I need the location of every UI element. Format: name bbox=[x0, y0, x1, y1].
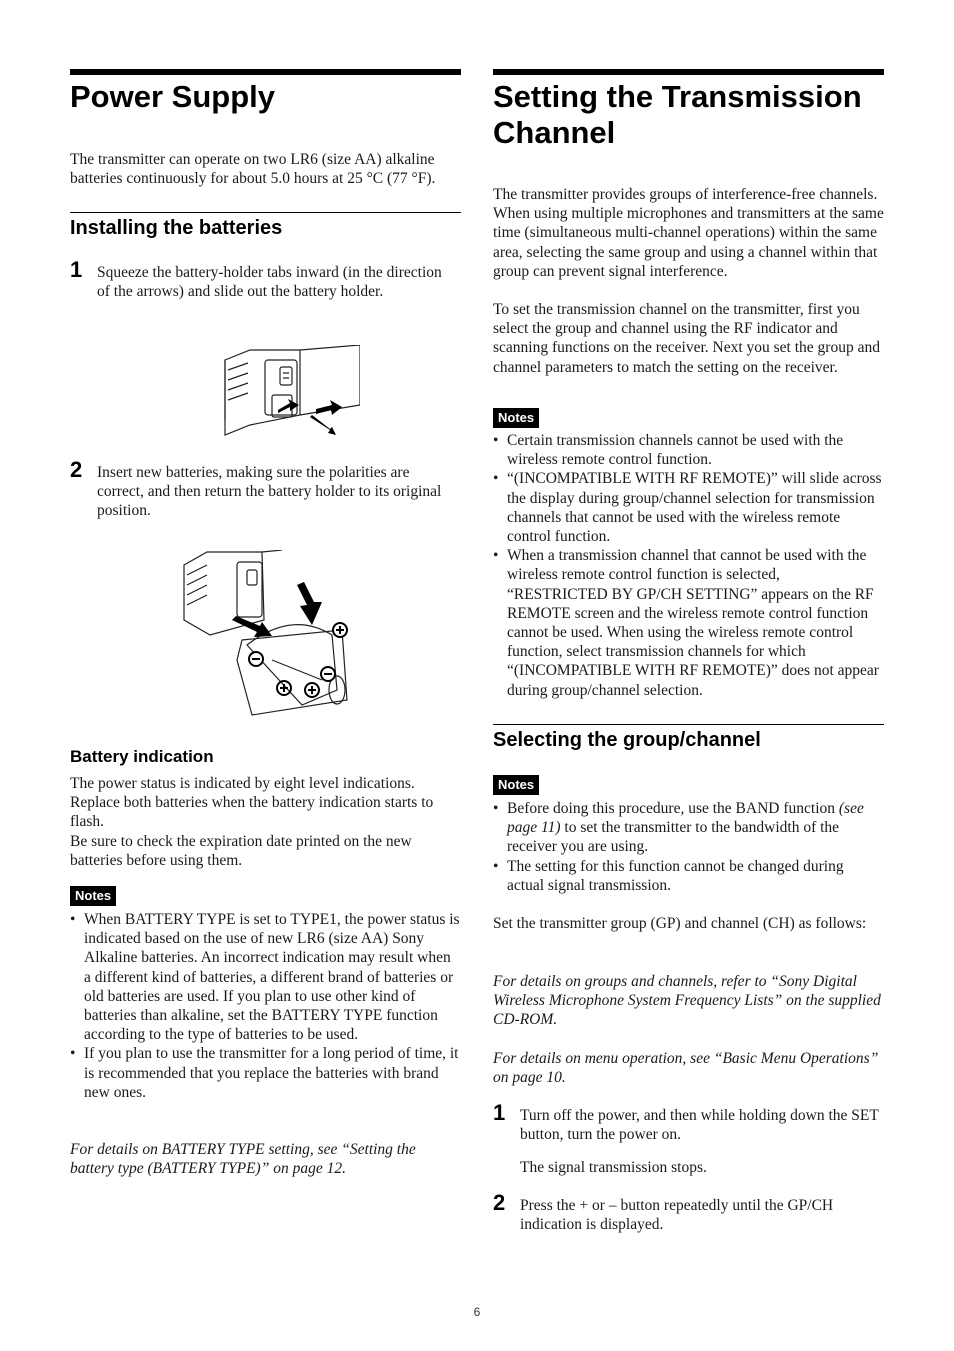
list-item: • When a transmission channel that cannot be used with the wireless remote control function is selected, “RESTRICTED BY GP/CH SETTING” appears on the RF REMOTE screen and the wireless remote control function cannot be used. When using the wireless remote control function, select transmission channels for which “(INCOMPATIBLE WITH RF REMOTE)” does not appear during group/channel selection. bbox=[493, 546, 884, 700]
step-text: Turn off the power, and then while holding down the SET button, turn the power on. bbox=[520, 1107, 879, 1144]
list-item: • “(INCOMPATIBLE WITH RF REMOTE)” will slide across the display during group/channel selection for transmission channels that cannot be used with the wireless remote control function. bbox=[493, 469, 884, 546]
heading-installing-batteries: Installing the batteries bbox=[70, 217, 283, 239]
selecting-notes-list bbox=[493, 799, 884, 895]
list-item: • If you plan to use the transmitter for a long period of time, it is recommended that you replace the batteries with brand new ones. bbox=[70, 1044, 461, 1102]
page-title-power-supply: Power Supply bbox=[70, 79, 275, 114]
step-result-text: The signal transmission stops. bbox=[520, 1159, 707, 1176]
transmission-notes-list bbox=[493, 431, 884, 700]
page-reference: (see page 11) bbox=[507, 800, 864, 837]
list-item: • Before doing this procedure, use the BAND function (see page 11) to set the transmitter to the bandwidth of the receiver you are using. bbox=[493, 799, 884, 857]
battery-notes-list bbox=[70, 910, 461, 1102]
notes-badge: Notes bbox=[493, 408, 539, 428]
battery-holder-removal-illustration bbox=[220, 345, 360, 440]
selecting-intro: Set the transmitter group (GP) and channel (CH) as follows: bbox=[493, 915, 867, 932]
title-bar bbox=[493, 69, 884, 75]
section-rule bbox=[70, 212, 461, 213]
heading-battery-indication: Battery indication bbox=[70, 747, 214, 766]
step-text: Insert new batteries, making sure the polarities are correct, and then return the battery holder to its original position. bbox=[97, 464, 442, 520]
list-item: • Certain transmission channels cannot be used with the wireless remote control function. bbox=[493, 431, 884, 469]
transmission-intro-1: The transmitter provides groups of interference-free channels. When using multiple microphones and transmitters at the same time (simultaneous multi-channel operations) within the same area, selecting the same group and using a channel within that group can prevent signal interference. bbox=[493, 186, 884, 280]
step-number: 2 bbox=[493, 1190, 506, 1215]
transmission-intro-2: To set the transmission channel on the transmitter, first you select the group and channel using the RF indicator and scanning functions on the receiver. Next you set the group and channel parameters to match the setting on the receiver. bbox=[493, 301, 880, 376]
battery-indication-text-1: The power status is indicated by eight level indications. Replace both batteries when the battery indication starts to flash. bbox=[70, 775, 434, 831]
notes-badge: Notes bbox=[70, 886, 116, 906]
intro-text: The transmitter can operate on two LR6 (size AA) alkaline batteries continuously for about 5.0 hours at 25 °C (77 °F). bbox=[70, 151, 436, 188]
page-title-transmission-line1: Setting the Transmission bbox=[493, 79, 862, 114]
page-title-transmission-line2: Channel bbox=[493, 115, 616, 150]
menu-operation-reference: For details on menu operation, see “Basic Menu Operations” on page 10. bbox=[493, 1050, 879, 1087]
page-number: 6 bbox=[473, 1305, 481, 1319]
step-text: Squeeze the battery-holder tabs inward (in the direction of the arrows) and slide out the battery holder. bbox=[97, 264, 442, 301]
battery-indication-text-2: Be sure to check the expiration date printed on the new batteries before using them. bbox=[70, 833, 412, 870]
battery-type-reference: For details on BATTERY TYPE setting, see “Setting the battery type (BATTERY TYPE)” on page 12. bbox=[70, 1141, 416, 1178]
list-item: • When BATTERY TYPE is set to TYPE1, the power status is indicated based on the use of new LR6 (size AA) Sony Alkaline batteries. An incorrect indication may result when a different kind of batteries, a different brand of batteries or old batteries are used. If you plan to use other kind of batteries than alkaline, set the BATTERY TYPE function according to the type of batteries to be used. bbox=[70, 910, 461, 1044]
title-bar bbox=[70, 69, 461, 75]
heading-selecting-group-channel: Selecting the group/channel bbox=[493, 729, 761, 751]
step-number: 1 bbox=[70, 257, 83, 282]
section-rule bbox=[493, 724, 884, 725]
battery-insertion-illustration bbox=[182, 550, 352, 722]
step-number: 1 bbox=[493, 1100, 506, 1125]
list-item: • The setting for this function cannot be changed during actual signal transmission. bbox=[493, 857, 884, 895]
step-text: Press the + or – button repeatedly until the GP/CH indication is displayed. bbox=[520, 1197, 834, 1234]
notes-badge: Notes bbox=[493, 775, 539, 795]
step-number: 2 bbox=[70, 457, 83, 482]
frequency-lists-reference: For details on groups and channels, refer to “Sony Digital Wireless Microphone System Frequency Lists” on the supplied CD-ROM. bbox=[493, 973, 881, 1029]
